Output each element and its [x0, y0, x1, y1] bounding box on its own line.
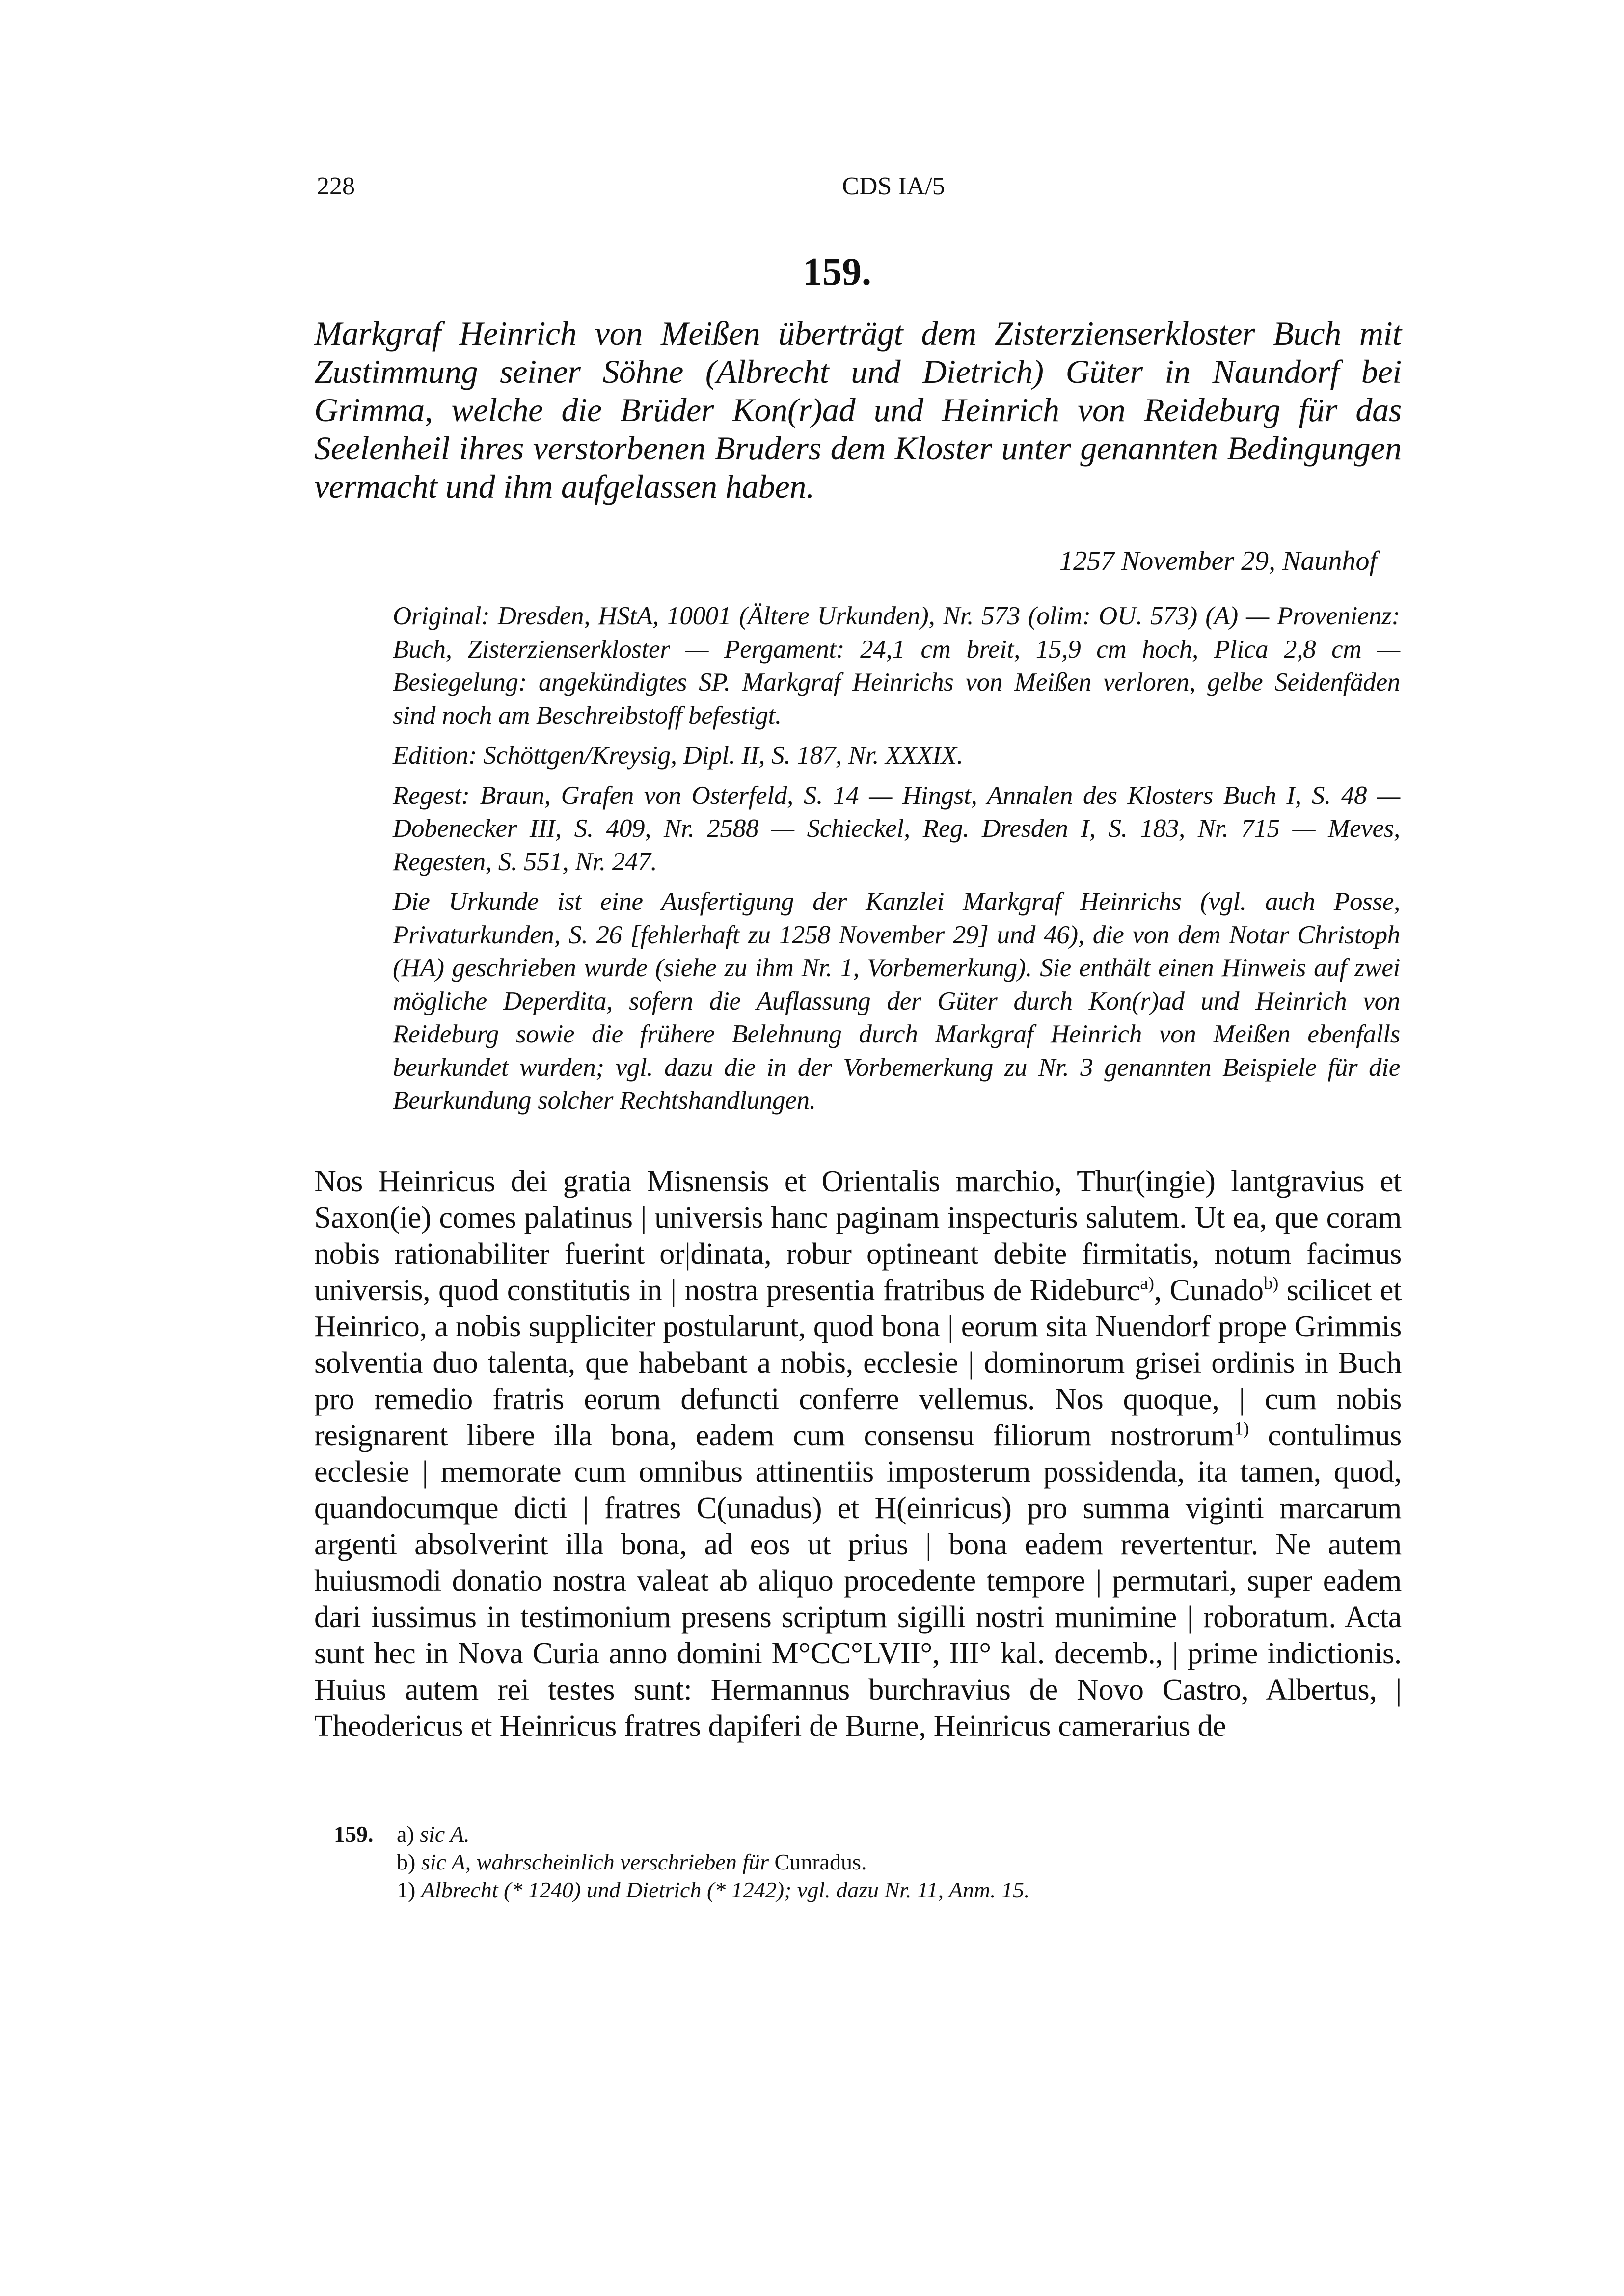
page-number: 228	[317, 172, 355, 200]
footnote-1	[334, 1876, 1404, 1904]
charter-text-part: , Cunado	[1154, 1274, 1264, 1307]
footnote-text: sic A.	[420, 1821, 470, 1846]
footnote-text: Albrecht (* 1240) und Dietrich (* 1242); vgl. dazu Nr. 11, Anm. 15.	[421, 1877, 1030, 1902]
footnote-mark-b: b)	[1263, 1273, 1279, 1294]
footnote-label: b)	[397, 1849, 416, 1874]
date-place-line: 1257 November 29, Naunhof	[1059, 546, 1377, 576]
footnote-word: Cunradus.	[774, 1849, 867, 1874]
footnote-mark-1: 1)	[1234, 1418, 1249, 1439]
footnotes	[334, 1820, 1404, 1904]
commentary-note: Die Urkunde ist eine Ausfertigung der Kanzlei Markgraf Heinrichs (vgl. auch Posse, Privaturkunden, S. 26 [fehlerhaft zu 1258 November 29] und 46), die von dem Notar Christoph (HA) geschrieben wurde (siehe zu ihm Nr. 1, Vorbemerkung). Sie enthält einen Hinweis auf zwei mögliche Deperdita, sofern die Auflassung der Güter durch Kon(r)ad und Heinrich von Reideburg sowie die frühere Belehnung durch Markgraf Heinrich von Meißen ebenfalls beurkundet wurden; vgl. dazu die in der Vorbemerkung zu Nr. 3 genannten Beispiele für die Beurkundung solcher Rechtshandlungen.	[393, 887, 1400, 1115]
regest-literature-note: Regest: Braun, Grafen von Osterfeld, S. 14 — Hingst, Annalen des Klosters Buch I, S. 48 — Dobenecker III, S. 409, Nr. 2588 — Schieckel, Reg. Dresden I, S. 183, Nr. 715 — Meves, Regesten, S. 551, Nr. 247.	[393, 781, 1400, 876]
footnote-a	[334, 1820, 1404, 1848]
edition-note: Edition: Schöttgen/Kreysig, Dipl. II, S. 187, Nr. XXXIX.	[393, 741, 963, 770]
charter-text	[314, 1163, 1402, 1744]
document-number: 159.	[803, 250, 871, 294]
charter-text-part: Nos Heinricus dei gratia Misnensis et Orientalis marchio, Thur(ingie) lantgravius et Saxon(ie) comes palatinus | universis hanc paginam inspecturis salutem. Ut ea, que coram nobis rationabiliter fuerint or|dinata, robur optineant debite firmitatis, notum facimus universis, quod constitutis in | nostra presentia fratribus de Rideburc	[314, 1165, 1402, 1307]
footnote-document-number: 159.	[334, 1821, 374, 1846]
running-header: CDS IA/5	[842, 172, 945, 200]
footnote-text: sic A, wahrscheinlich verschrieben für	[421, 1849, 769, 1874]
original-note: Original: Dresden, HStA, 10001 (Ältere Urkunden), Nr. 573 (olim: OU. 573) (A) — Provenienz: Buch, Zisterzienserkloster — Pergament: 24,1 cm breit, 15,9 cm hoch, Plica 2,8 cm — Besiegelung: angekündigtes SP. Markgraf Heinrichs von Meißen verloren, gelbe Seidenfäden sind noch am Beschreibstoff befestigt.	[393, 602, 1400, 730]
critical-apparatus	[393, 600, 1400, 1124]
footnote-b	[334, 1848, 1404, 1876]
footnote-label: 1)	[397, 1877, 416, 1902]
footnote-mark-a: a)	[1140, 1273, 1154, 1294]
charter-text-part: scilicet et Heinrico, a nobis suppliciter postularunt, quod bona | eorum sita Nuendorf prope Grimmis solventia duo talenta, que habebant a nobis, ecclesie | dominorum grisei ordinis in Buch pro remedio fratris eorum defuncti conferre vellemus. Nos quoque, | cum nobis resignarent libere illa bona, eadem cum consensu filiorum nostrorum	[314, 1274, 1402, 1452]
charter-text-part: contulimus ecclesie | memorate cum omnibus attinentiis imposterum possidenda, ita tamen, quod, quandocumque dicti | fratres C(unadus) et H(einricus) pro summa viginti marcarum argenti absolverint illa bona, ad eos ut prius | bona eadem revertentur. Ne autem huiusmodi donatio nostra valeat ab aliquo procedente tempore | permutari, super eadem dari iussimus in testimonium presens scriptum sigilli nostri munimine | roboratum. Acta sunt hec in Nova Curia anno domini M°CC°LVII°, III° kal. decemb., | prime indictionis. Huius autem rei testes sunt: Hermannus burchravius de Novo Castro, Albertus, | Theodericus et Heinricus fratres dapiferi de Burne, Heinricus camerarius de	[314, 1419, 1402, 1743]
regest-summary: Markgraf Heinrich von Meißen überträgt dem Zisterzienserkloster Buch mit Zustimmung seiner Söhne (Albrecht und Dietrich) Güter in Naundorf bei Grimma, welche die Brüder Kon(r)ad und Heinrich von Reideburg für das Seelenheil ihres verstorbenen Bruders dem Kloster unter genannten Bedingungen vermacht und ihm aufgelassen haben.	[314, 315, 1402, 505]
footnote-label: a)	[397, 1821, 414, 1846]
